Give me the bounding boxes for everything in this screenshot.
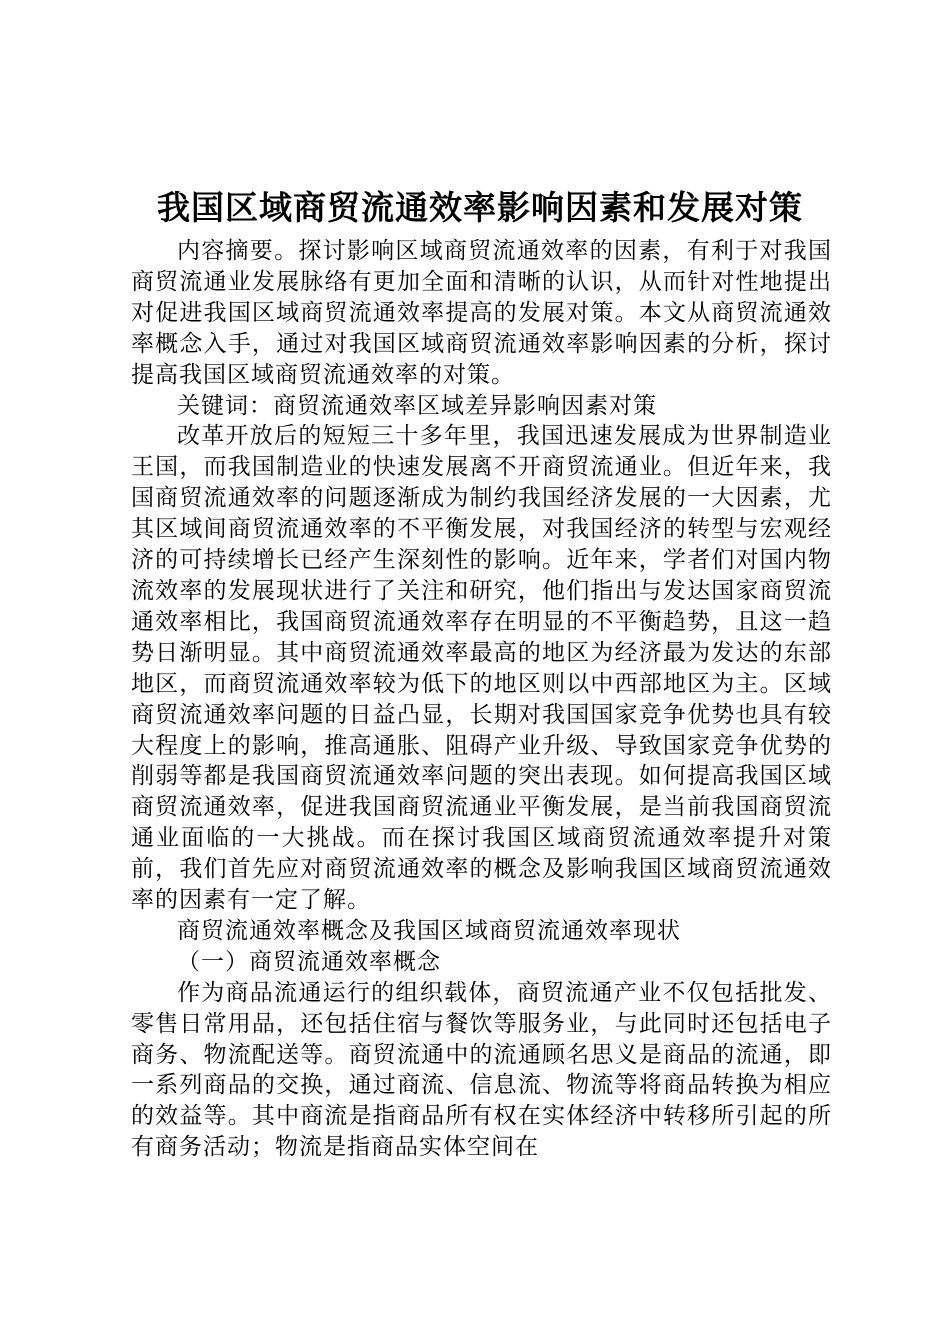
section-heading: 商贸流通效率概念及我国区域商贸流通效率现状 <box>177 917 681 944</box>
abstract-paragraph: 内容摘要。探讨影响区域商贸流通效率的因素，有利于对我国商贸流通业发展脉络有更加全面和清晰的认识，从而针对性地提出对促进我国区域商贸流通效率提高的发展对策。本文从商贸流通效率概念入手，通过对我国区域商贸流通效率影响因素的分析，探讨提高我国区域商贸流通效率的对策。 <box>131 238 832 388</box>
document-body <box>131 236 832 1163</box>
subsection-heading: （一）商贸流通效率概念 <box>177 948 441 975</box>
document-title: 我国区域商贸流通效率影响因素和发展对策 <box>157 188 803 227</box>
intro-paragraph: 改革开放后的短短三十多年里，我国迅速发展成为世界制造业王国，而我国制造业的快速发展离不开商贸流通业。但近年来，我国商贸流通效率的问题逐渐成为制约我国经济发展的一大因素，尤其区域间商贸流通效率的不平衡发展，对我国经济的转型与宏观经济的可持续增长已经产生深刻性的影响。近年来，学者们对国内物流效率的发展现状进行了关注和研究，他们指出与发达国家商贸流通效率相比，我国商贸流通效率存在明显的不平衡趋势，且这一趋势日渐明显。其中商贸流通效率最高的地区为经济最为发达的东部地区，而商贸流通效率较为低下的地区则以中西部地区为主。区域商贸流通效率问题的日益凸显，长期对我国国家竞争优势也具有较大程度上的影响，推高通胀、阻碍产业升级、导致国家竞争优势的削弱等都是我国商贸流通效率问题的突出表现。如何提高我国区域商贸流通效率，促进我国商贸流通业平衡发展，是当前我国商贸流通业面临的一大挑战。而在探讨我国区域商贸流通效率提升对策前，我们首先应对商贸流通效率的概念及影响我国区域商贸流通效率的因素有一定了解。 <box>131 423 832 914</box>
section-body-paragraph: 作为商品流通运行的组织载体，商贸流通产业不仅包括批发、零售日常用品，还包括住宿与餐饮等服务业，与此同时还包括电子商务、物流配送等。商贸流通中的流通顾名思义是商品的流通，即一系列商品的交换，通过商流、信息流、物流等将商品转换为相应的效益等。其中商流是指商品所有权在实体经济中转移所引起的所有商务活动；物流是指商品实体空间在 <box>131 979 832 1161</box>
keywords-line: 关键词：商贸流通效率区域差异影响因素对策 <box>177 392 657 419</box>
